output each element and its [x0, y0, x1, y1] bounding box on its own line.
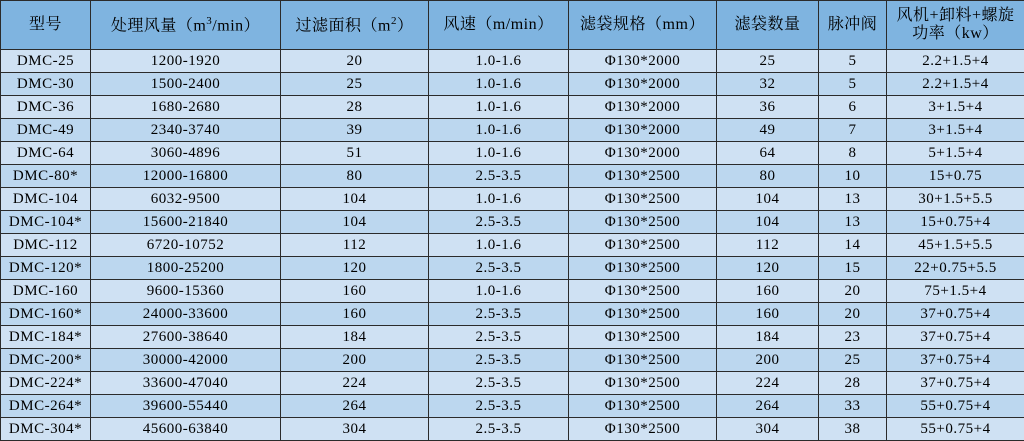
header-superscript: 3: [206, 15, 212, 27]
column-header-bag-count: [717, 1, 819, 50]
table-row: [1, 257, 1024, 280]
cell-bag-count: 184: [717, 326, 819, 349]
table-row: [1, 96, 1024, 119]
cell-airflow: 30000-42000: [91, 349, 281, 372]
cell-power: 55+0.75+4: [887, 418, 1024, 441]
cell-bag-spec: Φ130*2500: [569, 395, 717, 418]
cell-bag-count: 224: [717, 372, 819, 395]
cell-pulse-valve: 13: [819, 188, 887, 211]
column-header-airflow: [91, 1, 281, 50]
column-header-wind-speed: [429, 1, 569, 50]
cell-power: 45+1.5+5.5: [887, 234, 1024, 257]
cell-airflow: 3060-4896: [91, 142, 281, 165]
cell-airflow: 2340-3740: [91, 119, 281, 142]
table-row: [1, 234, 1024, 257]
cell-power: 3+1.5+4: [887, 96, 1024, 119]
cell-airflow: 1500-2400: [91, 73, 281, 96]
cell-bag-spec: Φ130*2000: [569, 96, 717, 119]
header-text: 风机+卸料+螺旋功率（kw）: [896, 7, 1014, 42]
cell-filter-area: 104: [281, 188, 429, 211]
cell-power: 75+1.5+4: [887, 280, 1024, 303]
cell-power: 55+0.75+4: [887, 395, 1024, 418]
cell-bag-count: 304: [717, 418, 819, 441]
cell-power: 22+0.75+5.5: [887, 257, 1024, 280]
cell-model: DMC-120*: [1, 257, 91, 280]
table-row: [1, 349, 1024, 372]
cell-bag-spec: Φ130*2500: [569, 303, 717, 326]
cell-filter-area: 25: [281, 73, 429, 96]
cell-bag-count: 264: [717, 395, 819, 418]
table-row: [1, 142, 1024, 165]
cell-filter-area: 160: [281, 303, 429, 326]
cell-model: DMC-25: [1, 50, 91, 73]
header-text: 型号: [29, 16, 62, 33]
cell-model: DMC-80*: [1, 165, 91, 188]
cell-wind-speed: 2.5-3.5: [429, 257, 569, 280]
cell-pulse-valve: 20: [819, 280, 887, 303]
column-header-bag-spec: [569, 1, 717, 50]
cell-bag-count: 104: [717, 188, 819, 211]
cell-power: 37+0.75+4: [887, 303, 1024, 326]
cell-model: DMC-64: [1, 142, 91, 165]
cell-bag-count: 104: [717, 211, 819, 234]
cell-airflow: 39600-55440: [91, 395, 281, 418]
cell-filter-area: 264: [281, 395, 429, 418]
cell-pulse-valve: 33: [819, 395, 887, 418]
table-row: [1, 372, 1024, 395]
table-row: [1, 73, 1024, 96]
cell-airflow: 1200-1920: [91, 50, 281, 73]
cell-power: 2.2+1.5+4: [887, 73, 1024, 96]
cell-pulse-valve: 10: [819, 165, 887, 188]
cell-bag-spec: Φ130*2000: [569, 142, 717, 165]
cell-bag-spec: Φ130*2000: [569, 73, 717, 96]
table-row: [1, 188, 1024, 211]
cell-pulse-valve: 8: [819, 142, 887, 165]
cell-airflow: 12000-16800: [91, 165, 281, 188]
cell-pulse-valve: 5: [819, 50, 887, 73]
cell-wind-speed: 2.5-3.5: [429, 211, 569, 234]
cell-bag-spec: Φ130*2500: [569, 211, 717, 234]
cell-bag-count: 160: [717, 303, 819, 326]
cell-airflow: 33600-47040: [91, 372, 281, 395]
cell-wind-speed: 1.0-1.6: [429, 234, 569, 257]
cell-bag-spec: Φ130*2500: [569, 418, 717, 441]
cell-bag-count: 160: [717, 280, 819, 303]
cell-power: 37+0.75+4: [887, 326, 1024, 349]
cell-airflow: 6720-10752: [91, 234, 281, 257]
column-header-model: [1, 1, 91, 50]
cell-pulse-valve: 6: [819, 96, 887, 119]
cell-model: DMC-104*: [1, 211, 91, 234]
header-text-tail: /min）: [212, 17, 260, 34]
cell-bag-spec: Φ130*2500: [569, 234, 717, 257]
cell-model: DMC-224*: [1, 372, 91, 395]
table-row: [1, 303, 1024, 326]
cell-pulse-valve: 15: [819, 257, 887, 280]
cell-pulse-valve: 13: [819, 211, 887, 234]
cell-bag-count: 25: [717, 50, 819, 73]
cell-model: DMC-36: [1, 96, 91, 119]
cell-model: DMC-160*: [1, 303, 91, 326]
cell-airflow: 9600-15360: [91, 280, 281, 303]
cell-airflow: 27600-38640: [91, 326, 281, 349]
cell-wind-speed: 1.0-1.6: [429, 50, 569, 73]
cell-wind-speed: 1.0-1.6: [429, 119, 569, 142]
cell-filter-area: 80: [281, 165, 429, 188]
table-row: [1, 326, 1024, 349]
header-text-tail: ）: [397, 17, 414, 34]
cell-airflow: 15600-21840: [91, 211, 281, 234]
cell-filter-area: 104: [281, 211, 429, 234]
cell-filter-area: 20: [281, 50, 429, 73]
cell-airflow: 1680-2680: [91, 96, 281, 119]
cell-wind-speed: 2.5-3.5: [429, 303, 569, 326]
cell-airflow: 24000-33600: [91, 303, 281, 326]
cell-wind-speed: 2.5-3.5: [429, 418, 569, 441]
table-header: [1, 1, 1024, 50]
table-row: [1, 211, 1024, 234]
cell-wind-speed: 1.0-1.6: [429, 280, 569, 303]
cell-model: DMC-49: [1, 119, 91, 142]
cell-bag-count: 200: [717, 349, 819, 372]
table-row: [1, 50, 1024, 73]
cell-pulse-valve: 28: [819, 372, 887, 395]
cell-bag-spec: Φ130*2500: [569, 326, 717, 349]
cell-bag-spec: Φ130*2500: [569, 372, 717, 395]
cell-wind-speed: 1.0-1.6: [429, 96, 569, 119]
column-header-pulse-valve: [819, 1, 887, 50]
cell-filter-area: 28: [281, 96, 429, 119]
cell-wind-speed: 2.5-3.5: [429, 165, 569, 188]
column-header-power: [887, 1, 1024, 50]
header-text: 风速（m/min）: [443, 16, 553, 33]
table-row: [1, 418, 1024, 441]
cell-airflow: 6032-9500: [91, 188, 281, 211]
cell-model: DMC-160: [1, 280, 91, 303]
cell-airflow: 45600-63840: [91, 418, 281, 441]
header-text: 脉冲阀: [828, 16, 878, 33]
cell-model: DMC-104: [1, 188, 91, 211]
cell-bag-spec: Φ130*2500: [569, 280, 717, 303]
cell-pulse-valve: 7: [819, 119, 887, 142]
cell-bag-count: 32: [717, 73, 819, 96]
cell-wind-speed: 2.5-3.5: [429, 372, 569, 395]
cell-bag-count: 80: [717, 165, 819, 188]
cell-pulse-valve: 38: [819, 418, 887, 441]
cell-wind-speed: 2.5-3.5: [429, 349, 569, 372]
cell-bag-count: 112: [717, 234, 819, 257]
cell-bag-spec: Φ130*2500: [569, 349, 717, 372]
cell-pulse-valve: 20: [819, 303, 887, 326]
header-text: 过滤面积（m: [296, 17, 391, 34]
table-row: [1, 395, 1024, 418]
table-row: [1, 165, 1024, 188]
cell-power: 37+0.75+4: [887, 349, 1024, 372]
column-header-filter-area: [281, 1, 429, 50]
cell-model: DMC-200*: [1, 349, 91, 372]
cell-bag-count: 36: [717, 96, 819, 119]
cell-pulse-valve: 25: [819, 349, 887, 372]
cell-power: 3+1.5+4: [887, 119, 1024, 142]
cell-filter-area: 160: [281, 280, 429, 303]
cell-filter-area: 120: [281, 257, 429, 280]
header-superscript: 2: [391, 15, 397, 27]
header-text: 处理风量（m: [111, 17, 206, 34]
header-text: 滤袋规格（mm）: [580, 16, 705, 33]
cell-bag-spec: Φ130*2500: [569, 257, 717, 280]
cell-bag-count: 120: [717, 257, 819, 280]
cell-pulse-valve: 5: [819, 73, 887, 96]
table-body: [1, 50, 1024, 441]
cell-wind-speed: 1.0-1.6: [429, 142, 569, 165]
cell-bag-spec: Φ130*2500: [569, 188, 717, 211]
cell-bag-count: 49: [717, 119, 819, 142]
cell-filter-area: 51: [281, 142, 429, 165]
cell-filter-area: 200: [281, 349, 429, 372]
cell-wind-speed: 2.5-3.5: [429, 326, 569, 349]
cell-power: 30+1.5+5.5: [887, 188, 1024, 211]
table-row: [1, 119, 1024, 142]
cell-bag-spec: Φ130*2000: [569, 119, 717, 142]
cell-filter-area: 184: [281, 326, 429, 349]
cell-power: 2.2+1.5+4: [887, 50, 1024, 73]
cell-model: DMC-30: [1, 73, 91, 96]
cell-model: DMC-112: [1, 234, 91, 257]
cell-airflow: 1800-25200: [91, 257, 281, 280]
cell-pulse-valve: 23: [819, 326, 887, 349]
cell-model: DMC-184*: [1, 326, 91, 349]
cell-power: 15+0.75: [887, 165, 1024, 188]
cell-wind-speed: 2.5-3.5: [429, 395, 569, 418]
cell-filter-area: 39: [281, 119, 429, 142]
cell-wind-speed: 1.0-1.6: [429, 188, 569, 211]
cell-pulse-valve: 14: [819, 234, 887, 257]
cell-bag-spec: Φ130*2000: [569, 50, 717, 73]
cell-filter-area: 304: [281, 418, 429, 441]
header-row: [1, 1, 1024, 50]
cell-bag-count: 64: [717, 142, 819, 165]
cell-model: DMC-304*: [1, 418, 91, 441]
table-row: [1, 280, 1024, 303]
cell-filter-area: 112: [281, 234, 429, 257]
cell-model: DMC-264*: [1, 395, 91, 418]
cell-filter-area: 224: [281, 372, 429, 395]
cell-power: 15+0.75+4: [887, 211, 1024, 234]
cell-power: 37+0.75+4: [887, 372, 1024, 395]
cell-bag-spec: Φ130*2500: [569, 165, 717, 188]
cell-power: 5+1.5+4: [887, 142, 1024, 165]
header-text: 滤袋数量: [734, 16, 800, 33]
cell-wind-speed: 1.0-1.6: [429, 73, 569, 96]
